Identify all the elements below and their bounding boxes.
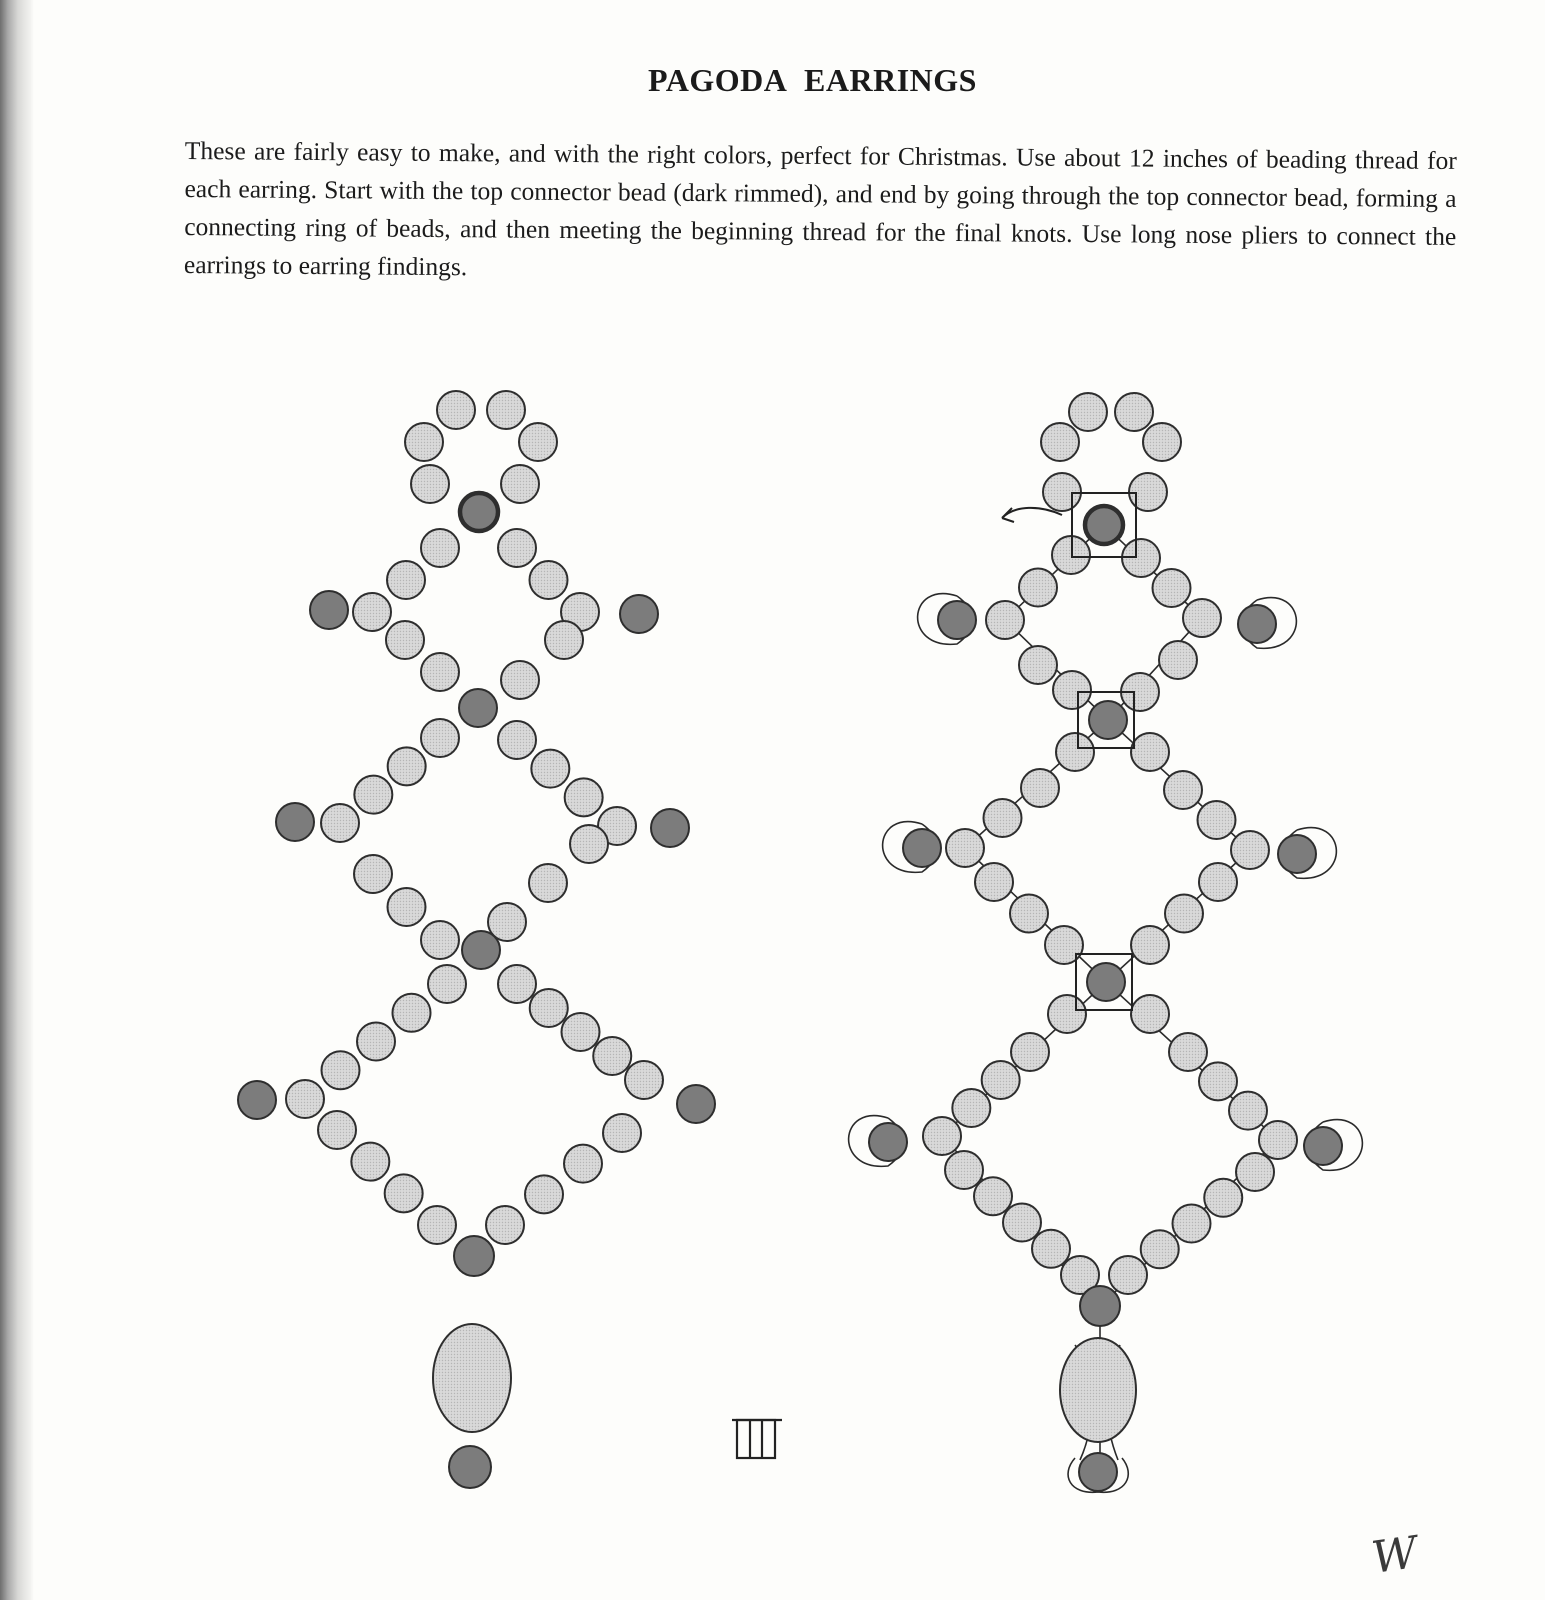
- side-bead-dark: [903, 829, 941, 867]
- bead-light: [975, 863, 1013, 901]
- bead-light: [1159, 641, 1197, 679]
- bead-light: [952, 1089, 990, 1127]
- center-bead-dark: [1087, 963, 1125, 1001]
- bead-light: [498, 965, 536, 1003]
- bead-light: [498, 721, 536, 759]
- side-bead-dark: [651, 809, 689, 847]
- bead-light: [421, 719, 459, 757]
- bead-light: [1003, 1204, 1041, 1242]
- side-bead-dark: [1278, 835, 1316, 873]
- bead-light: [1019, 569, 1057, 607]
- bead-light: [1032, 1230, 1070, 1268]
- bead-light: [1131, 733, 1169, 771]
- bead-light: [321, 804, 359, 842]
- center-bead-dark: [462, 931, 500, 969]
- center-bead-dark: [1089, 701, 1127, 739]
- bead-light: [946, 829, 984, 867]
- page-mark-handwritten: W: [1368, 1527, 1421, 1584]
- bead-light: [421, 529, 459, 567]
- bottom-bead-dark: [454, 1236, 494, 1276]
- bead-light: [1169, 1033, 1207, 1071]
- connector-bead-top: [1085, 506, 1123, 544]
- bead-light: [529, 864, 567, 902]
- connector-bead-top: [460, 493, 498, 531]
- bead-light: [393, 994, 431, 1032]
- bead-light: [1131, 926, 1169, 964]
- bead-light: [421, 653, 459, 691]
- bead-light: [1115, 393, 1153, 431]
- bead-light: [525, 1175, 563, 1213]
- side-bead-dark: [620, 595, 658, 633]
- bead-light: [1041, 423, 1079, 461]
- bead-light: [1011, 1033, 1049, 1071]
- bead-light: [986, 601, 1024, 639]
- bead-light: [318, 1111, 356, 1149]
- bead-light: [286, 1080, 324, 1118]
- bead-light: [1141, 1230, 1179, 1268]
- bead-light: [593, 1037, 631, 1075]
- bead-light: [603, 1114, 641, 1152]
- end-bead-dark: [1079, 1453, 1117, 1491]
- bead-light: [519, 423, 557, 461]
- bead-light: [1019, 646, 1057, 684]
- bead-light: [387, 561, 425, 599]
- page-title: PAGODA EARRINGS: [648, 62, 977, 98]
- bead-light: [1045, 926, 1083, 964]
- bead-light: [923, 1117, 961, 1155]
- intro-paragraph: These are fairly easy to make, and with the right colors, perfect for Christmas. Use about 12 inches of beading thread for each earring. Start with the top connector bead (dark rimmed), and end by going through the top connector bead, forming a connecting ring of beads, and then meeting the beginning thread for the final knots. Use long nose pliers to connect the earrings to earring findings.: [183, 135, 1457, 282]
- bead-light: [545, 621, 583, 659]
- bead-light: [1109, 1256, 1147, 1294]
- bead-light: [322, 1051, 360, 1089]
- bead-light: [1153, 569, 1191, 607]
- drop-bead-oval: [1060, 1338, 1136, 1442]
- bead-light: [388, 888, 426, 926]
- bead-light: [1173, 1205, 1211, 1243]
- bead-light: [984, 799, 1022, 837]
- bottom-bead-dark: [1080, 1286, 1120, 1326]
- side-bead-dark: [677, 1085, 715, 1123]
- bead-light: [1204, 1179, 1242, 1217]
- side-bead-dark: [276, 803, 314, 841]
- stamp-mark: [732, 1420, 782, 1458]
- bead-light: [357, 1023, 395, 1061]
- bead-light: [501, 465, 539, 503]
- bead-light: [1198, 801, 1236, 839]
- bead-light: [1229, 1092, 1267, 1130]
- bead-light: [437, 391, 475, 429]
- bead-light: [1164, 771, 1202, 809]
- bead-light: [1259, 1121, 1297, 1159]
- side-bead-dark: [1304, 1127, 1342, 1165]
- bead-light: [1199, 1062, 1237, 1100]
- bead-light: [385, 1174, 423, 1212]
- side-bead-dark: [238, 1081, 276, 1119]
- bead-light: [1053, 671, 1091, 709]
- bead-light: [418, 1206, 456, 1244]
- bead-light: [498, 529, 536, 567]
- bead-light: [354, 855, 392, 893]
- side-bead-dark: [310, 591, 348, 629]
- bead-light: [1199, 863, 1237, 901]
- bead-light: [974, 1177, 1012, 1215]
- bead-light: [1231, 831, 1269, 869]
- end-bead-dark: [449, 1446, 491, 1488]
- bead-light: [487, 391, 525, 429]
- bead-light: [562, 1013, 600, 1051]
- bead-light: [570, 825, 608, 863]
- bead-light: [501, 661, 539, 699]
- bead-light: [421, 921, 459, 959]
- bead-light: [386, 621, 424, 659]
- bead-light: [1069, 393, 1107, 431]
- bead-light: [1021, 769, 1059, 807]
- bead-light: [354, 776, 392, 814]
- drop-bead-oval: [433, 1324, 511, 1432]
- bead-light: [486, 1206, 524, 1244]
- bead-light: [1010, 895, 1048, 933]
- bead-light: [565, 778, 603, 816]
- bead-light: [405, 423, 443, 461]
- bead-light: [1131, 995, 1169, 1033]
- bead-light: [982, 1061, 1020, 1099]
- bead-light: [625, 1061, 663, 1099]
- bead-light: [351, 1143, 389, 1181]
- bead-light: [428, 965, 466, 1003]
- bead-light: [530, 561, 568, 599]
- bead-light: [1236, 1153, 1274, 1191]
- bead-light: [1048, 995, 1086, 1033]
- center-bead-dark: [459, 689, 497, 727]
- bead-light: [531, 750, 569, 788]
- bead-light: [411, 465, 449, 503]
- bead-light: [530, 989, 568, 1027]
- side-bead-dark: [1238, 605, 1276, 643]
- bead-light: [1183, 599, 1221, 637]
- bead-light: [945, 1151, 983, 1189]
- bead-light: [1143, 423, 1181, 461]
- earring-pattern-left: [238, 391, 715, 1488]
- bead-light: [1165, 895, 1203, 933]
- bead-light: [353, 593, 391, 631]
- side-bead-dark: [938, 601, 976, 639]
- bead-light: [1056, 733, 1094, 771]
- side-bead-dark: [869, 1123, 907, 1161]
- bead-light: [388, 747, 426, 785]
- bead-light: [564, 1145, 602, 1183]
